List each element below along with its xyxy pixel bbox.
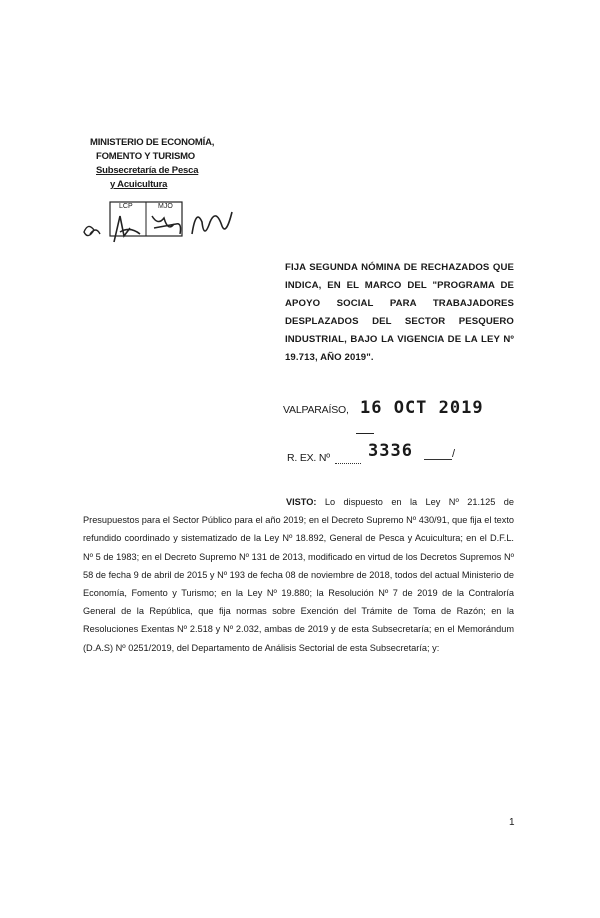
ministry-line-2: FOMENTO Y TURISMO <box>96 151 195 162</box>
stamp-dash <box>356 433 374 434</box>
visto-label: VISTO: <box>286 497 317 507</box>
document-title: FIJA SEGUNDA NÓMINA DE RECHAZADOS QUE INDICA, EN EL MARCO DEL "PROGRAMA DE APOYO SOCIAL PARA TRABAJADORES DESPLAZADOS DEL SECTOR PESQUERO INDUSTRIAL, BAJO LA VIGENCIA DE LA LEY Nº 19.713, AÑO 2019". <box>285 262 514 363</box>
resolution-line-right <box>424 459 452 460</box>
ministry-line-1: MINISTERIO DE ECONOMÍA, <box>90 137 215 148</box>
resolution-number: 3336 <box>368 441 413 461</box>
resolution-slash: / <box>452 448 456 460</box>
date-stamp: 16 OCT 2019 <box>360 398 484 418</box>
subsecretaria-line-1: Subsecretaría de Pesca <box>96 165 199 176</box>
place-label: VALPARAÍSO, <box>283 404 349 416</box>
subsecretaria-line-2: y Acuicultura <box>110 179 168 190</box>
resolution-dotted-line-left <box>335 463 361 464</box>
visa-initials-left: LCP <box>119 203 133 210</box>
page-number: 1 <box>509 817 515 828</box>
visa-initials-right: MJO <box>158 203 173 210</box>
visto-text: Lo dispuesto en la Ley Nº 21.125 de Presupuestos para el Sector Público para el año 2019; en el Decreto Supremo Nº 430/91, que fija el texto refundido coordinado y sistematizado de la Ley Nº 18.892, General de Pesca y Acuicultura; en el D.F.L. Nº 5 de 1983; en el Decreto Supremo Nº 131 de 2013, modificado en virtud de los Decretos Supremos Nº 58 de fecha 9 de abril de 2015 y Nº 193 de fecha 08 de noviembre de 2018, todos del actual Ministerio de Economía, Fomento y Turismo; en la Ley Nº 19.880; la Resolución Nº 7 de 2019 de la Contraloría General de la República, que fija normas sobre Exención del Trámite de Toma de Razón; en la Resoluciones Exentas Nº 2.518 y Nº 2.032, ambas de 2019 y de esta Subsecretaría; en el Memorándum (D.A.S) Nº 0251/2019, del Departamento de Análisis Sectorial de esta Subsecretaría; y: <box>83 497 514 653</box>
resolution-label: R. EX. Nº <box>287 452 330 464</box>
visto-paragraph <box>83 493 514 657</box>
